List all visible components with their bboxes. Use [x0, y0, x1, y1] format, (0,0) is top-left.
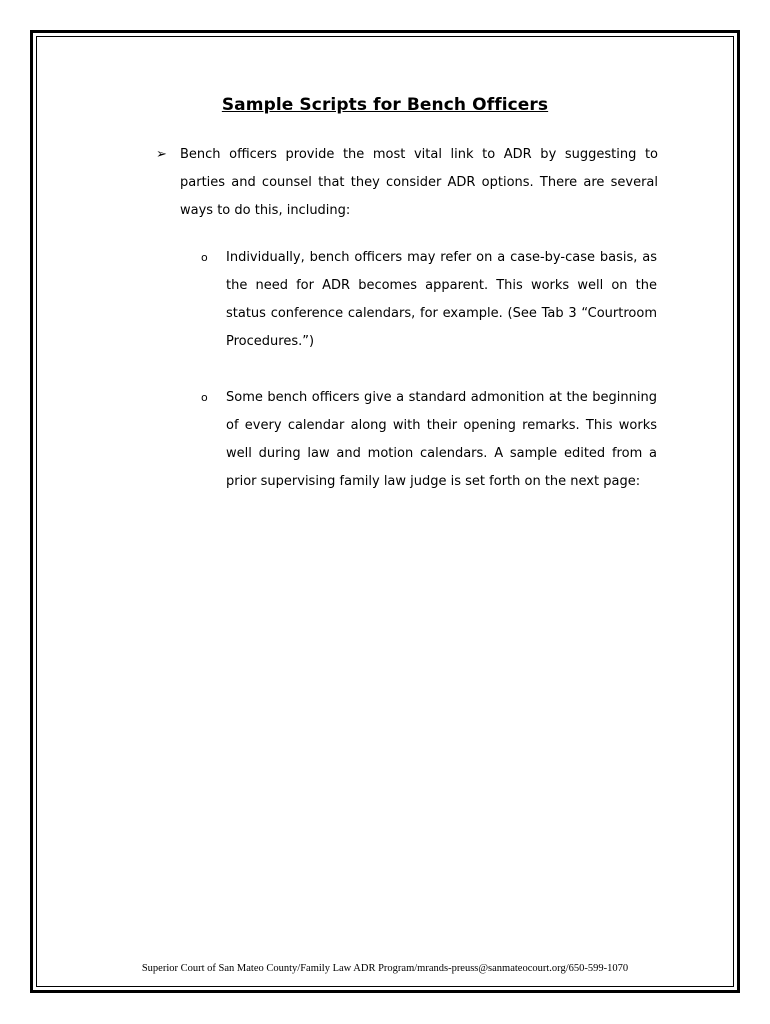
circle-bullet-icon: o [201, 251, 208, 264]
main-bullet-item [156, 141, 666, 225]
main-bullet-text: Bench officers provide the most vital link to ADR by suggesting to parties and counsel that they consider ADR options. There are several ways to do this, including: [180, 147, 658, 218]
sub-bullet-text-1: Individually, bench officers may refer on a case-by-case basis, as the need for ADR becomes apparent. This works well on the status conference calendars, for example. (See Tab 3 “Courtroom Procedures.”) [226, 250, 657, 349]
arrow-bullet-icon: ➢ [156, 147, 167, 162]
sub-bullet-text-2: Some bench officers give a standard admonition at the beginning of every calendar along with their opening remarks. This works well during law and motion calendars. A sample edited from a prior supervising family law judge is set forth on the next page: [226, 390, 657, 489]
sub-bullet-item-1 [201, 244, 666, 356]
page-footer: Superior Court of San Mateo County/Family Law ADR Program/mrands-preuss@sanmateocourt.org/650-599-1070 [141, 963, 629, 974]
circle-bullet-icon: o [201, 391, 208, 404]
page-title: Sample Scripts for Bench Officers [221, 95, 549, 115]
sub-bullet-item-2 [201, 384, 666, 496]
